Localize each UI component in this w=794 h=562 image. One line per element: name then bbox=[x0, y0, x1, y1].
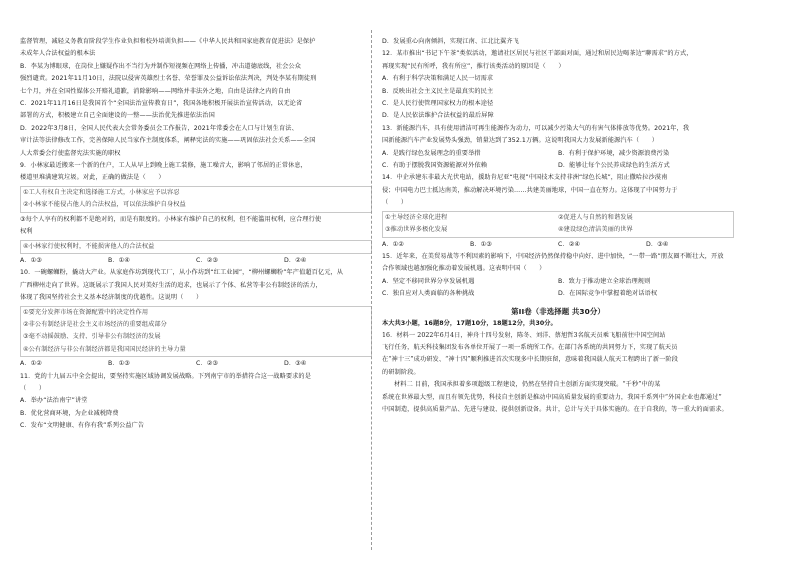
material-line: 中国制造，提供高质量产品、先进与建设、提供创新设备。共计，总计与关于具体实施的。在于自我的，等一重大的面需求。 bbox=[382, 405, 728, 413]
q10-statement-box bbox=[20, 306, 372, 358]
answer-option-a[interactable]: A．①③ bbox=[20, 256, 42, 264]
text-line: B．李某为博眼球，在岗位上嫌疑作出不当行为并制作短视频在网络上传播，冲击道德底线，社会公众 bbox=[20, 62, 301, 70]
statement-item: ②促进人与自然的和谐发展 bbox=[558, 213, 633, 221]
question-stem: 9．小林家最近搬来一个新的住户，工人从早上到晚上施工装修，施工噪音大，影响了邻居的正常休息， bbox=[20, 162, 307, 170]
text-line: C．2021年11月16日是我国首个“全国法治宣传教育日”，我国各地积极开展法治宣传活动，以无论省 bbox=[20, 100, 303, 108]
statement-item: ③推动世界多极化发展 bbox=[385, 226, 448, 234]
answer-option-a[interactable]: A．①② bbox=[382, 240, 404, 248]
material-line: 系统在世界最大型，而且有领先优势，科技自主创新是推动中国高质量发展的重要动力，我国千系列中“外国企业也都通过” bbox=[382, 393, 722, 401]
q9-answer-options bbox=[20, 255, 372, 267]
statement-item: 权利 bbox=[20, 228, 33, 236]
question-16-material-1 bbox=[382, 330, 734, 380]
answer-option-c[interactable]: C．有助于摆脱我国资源能源对外依赖 bbox=[382, 162, 488, 170]
section-title: 第II卷（非选择题 共30分） bbox=[511, 306, 605, 316]
question-stem: 10．一碗螺蛳粉，撬动大产业。从家庭作坊到现代工厂，从小作坊到“红工业园”，“柳州螺蛳粉”年产值超百亿元，从 bbox=[20, 269, 344, 277]
question-stem: 再现实现“民有所呼，我有所应”，推行该类活动的原因是（ ） bbox=[382, 62, 565, 70]
statement-row bbox=[385, 224, 731, 236]
q15-answer-row bbox=[382, 288, 734, 300]
text-line: 监督管理，减轻义务教育阶段学生作业负担和校外培训负担——《中华人民共和国家庭教育促进法》是保护 bbox=[20, 38, 316, 45]
material-line: 飞行任务，航天科技集团发布各单位开展了一项一系统所工作。在部门各系统的共同努力下，实现了航天员 bbox=[382, 343, 678, 351]
q10-answer-options bbox=[20, 358, 372, 370]
statement-item: ③毫不动摇鼓励、支持、引导非公有制经济的发展 bbox=[23, 333, 161, 341]
q14-answer-options bbox=[382, 239, 734, 251]
material-line: 的研制阶段。 bbox=[382, 368, 420, 376]
answer-option-a[interactable]: A．是践行绿色发展理念的重要举措 bbox=[382, 149, 481, 157]
left-column bbox=[20, 36, 372, 433]
question-stem: 12．某市推出“书记下午茶”类似活动，邀请社区居民与社区干部面对面，通过和居民边喝茶边“聊需求”的方式， bbox=[382, 50, 693, 58]
q14-statement-box bbox=[382, 211, 734, 238]
material-line: 在“神十三”成功研发、“神十四”顺利推进首次实现多中长期驻留，意味着我国载人航天工程跨出了新一阶段 bbox=[382, 356, 678, 364]
answer-option-b[interactable]: B．有利于保护环境，减少资源浪费污染 bbox=[558, 149, 670, 157]
answer-option-d[interactable]: D．能够让每个公民养成绿色的生活方式 bbox=[558, 162, 670, 170]
statement-item: ③每个人享有的权利都不是绝对的，而是有限度的。小林家有维护自己的权利，但不能滥用权利，应合理行使 bbox=[20, 215, 322, 223]
answer-option-d[interactable]: D．是人民依法维护合法权益的最后屏障 bbox=[382, 112, 494, 120]
material-line: 材料二 目前，我国承担着多项超级工程建设，仍然在坚持自主创新方面实现突破。“千秒”中的某 bbox=[394, 381, 661, 389]
q9-statement-box bbox=[20, 186, 372, 213]
answer-option-b[interactable]: B．优化营商环境，为企业减税降费 bbox=[20, 409, 119, 417]
question-13 bbox=[382, 123, 734, 148]
answer-option-a[interactable]: A．举办“法治南宁”讲堂 bbox=[20, 397, 88, 405]
answer-option-a[interactable]: A．有利于科学决策和满足人民一切需求 bbox=[382, 75, 494, 83]
answer-option-b[interactable]: B．致力于推动建立全球治理规则 bbox=[558, 277, 651, 285]
question-12 bbox=[382, 48, 734, 73]
answer-option-c[interactable]: C．独自应对人类面临的各种挑战 bbox=[382, 290, 475, 298]
text-line: 七个月，并在全国性媒体公开赔礼道歉，消除影响——网络并非法外之地，自由是法律之内的自由 bbox=[20, 87, 291, 95]
q13-answer-row bbox=[382, 160, 734, 172]
question-16-material-2 bbox=[382, 379, 734, 416]
question-stem: 14．中企承建东非最大光伏电站，援助肯尼亚“电视”中国技术支持非洲“绿色长城”，阻止撒哈拉沙漠南 bbox=[382, 174, 668, 182]
question-stem: （ ） bbox=[382, 199, 408, 207]
answer-option-d[interactable]: D．③④ bbox=[284, 360, 307, 368]
statement-item: ①工人有权自主决定和选择施工方式，小林家应予以容忍 bbox=[23, 188, 180, 196]
q8-option-b bbox=[20, 61, 372, 98]
text-line: 审计法等法律修改工作，完善保障人民当家作主制度体系，阐释宪法的实施——巩固依法社会关系——全国 bbox=[20, 137, 316, 145]
statement-item: ④建设绿色清洁美丽的世界 bbox=[558, 226, 633, 234]
answer-option-b[interactable]: B．反映出社会主义民主是最真实的民主 bbox=[382, 87, 494, 95]
answer-option-d[interactable]: D．③④ bbox=[646, 240, 669, 248]
column-divider bbox=[371, 30, 372, 550]
text-line: D．2022年3月8日，全国人民代表大会常务委员会工作报告，2021年常委会在人口与计划生育法、 bbox=[20, 124, 298, 132]
answer-option-a[interactable]: A．①② bbox=[20, 360, 42, 368]
answer-option-b[interactable]: B．①③ bbox=[108, 360, 130, 368]
q9-statement-4 bbox=[20, 240, 372, 254]
statement-item: ①主导经济全球化进程 bbox=[385, 213, 448, 221]
answer-option-c[interactable]: C．②④ bbox=[558, 240, 581, 248]
statement-item: ②小林家不能侵占他人的合法权益，可以依法维护自身权益 bbox=[23, 201, 186, 209]
right-column bbox=[382, 36, 734, 416]
statement-item: ④公有制经济与非公有制经济都是我国国民经济的主导力量 bbox=[23, 345, 186, 353]
question-14 bbox=[382, 172, 734, 209]
q8-option-d bbox=[20, 123, 372, 160]
question-stem: 楼道里堆满建筑垃圾。对此，正确的做法是（ ） bbox=[20, 174, 165, 182]
material-line: 16．材料一 2022年6月4日，神舟十四号发射，陈冬、刘洋、蔡旭哲3名航天员乘飞船前往中国空间站 bbox=[382, 331, 666, 339]
answer-option-d[interactable]: D．②④ bbox=[284, 256, 307, 264]
text-line: 未成年人合法权益的根本法 bbox=[20, 50, 96, 58]
q13-answer-row bbox=[382, 148, 734, 160]
question-stem: （ ） bbox=[20, 384, 46, 392]
text-line: 部署的方式，积极建立自己全面建设的一整——法治优先推进依法治国 bbox=[20, 112, 215, 120]
question-15 bbox=[382, 251, 734, 276]
answer-option-d[interactable]: D．在国际竞争中掌握着绝对话语权 bbox=[558, 290, 658, 298]
statement-item: ②非公有制经济是社会主义市场经济的重要组成部分 bbox=[23, 320, 167, 328]
q9-statement-3 bbox=[20, 214, 372, 239]
section-instructions: 本大共3小题，16题8分，17题10分，18题12分，共30分。 bbox=[382, 319, 557, 327]
answer-option-b[interactable]: B．①③ bbox=[470, 240, 492, 248]
question-stem: 体现了我国坚持社会主义基本经济制度的优越性。这说明（ ） bbox=[20, 294, 203, 302]
question-stem: 国新能源汽车产业发展势头强劲，销量达到了352.1万辆。这说明我国大力发展新能源汽车（ ） bbox=[382, 137, 658, 145]
text-line: 强烈谴责。2021年11月10日，法院以侵害英雄烈士名誉、荣誉罪及公益诉讼依法判决，判处李某有期徒刑 bbox=[20, 75, 317, 83]
answer-option-b[interactable]: B．①④ bbox=[108, 256, 130, 264]
statement-item: ④小林家行使权利时，不能损害他人的合法权益 bbox=[23, 242, 155, 250]
question-11 bbox=[20, 371, 372, 396]
text-line: 人大常委会行使监督宪法实施的职权 bbox=[20, 149, 121, 157]
q15-answer-row bbox=[382, 276, 734, 288]
answer-option-a[interactable]: A．坚定不移同世界分享发展机遇 bbox=[382, 277, 475, 285]
answer-option-d[interactable]: D．发展重心向南倾斜，实现江南、江北比翼齐飞 bbox=[382, 38, 519, 45]
question-stem: 15．近年来，在美贸易战等不利因素的影响下，中国经济仍然保持稳中向好、进中加快，“一带一路”朋友圈不断壮大，开放 bbox=[382, 252, 724, 260]
answer-option-c[interactable]: C．发布“文明健康、有你有我”系列公益广告 bbox=[20, 422, 145, 430]
statement-row bbox=[385, 212, 731, 224]
question-stem: 广西柳州走向了世界。这既展示了我国人民对美好生活的追求，也展示了个体、私营等非公有制经济的活力， bbox=[20, 281, 322, 289]
question-stem: 侵；中国电力巴士抵达南美，推动解决环境污染……共建美丽地球，中国一直在努力。这体现了中国努力于 bbox=[382, 186, 678, 194]
answer-option-c[interactable]: C．②③ bbox=[196, 360, 219, 368]
answer-option-c[interactable]: C．是人民行使管理国家权力的根本途径 bbox=[382, 100, 494, 108]
question-stem: 11．党的十九届五中全会提出，要坚持实施区域协调发展战略。下列南宁市的举措符合这一战略要求的是 bbox=[20, 372, 312, 380]
question-stem: 合作领域也越加强化推动着发展机遇。这表明中国（ ） bbox=[382, 265, 546, 273]
statement-item: ①要充分发挥市场在资源配置中的决定性作用 bbox=[23, 308, 149, 316]
question-9 bbox=[20, 160, 372, 185]
question-stem: 13．新能源汽车，具有使用清洁可再生能源作为动力，可以减少污染大气的有害气体排放等优势。2021年，我 bbox=[382, 124, 690, 132]
q8-option-a-continued bbox=[20, 36, 372, 61]
q8-option-c bbox=[20, 98, 372, 123]
question-10 bbox=[20, 267, 372, 304]
answer-option-c[interactable]: C．②③ bbox=[196, 256, 219, 264]
